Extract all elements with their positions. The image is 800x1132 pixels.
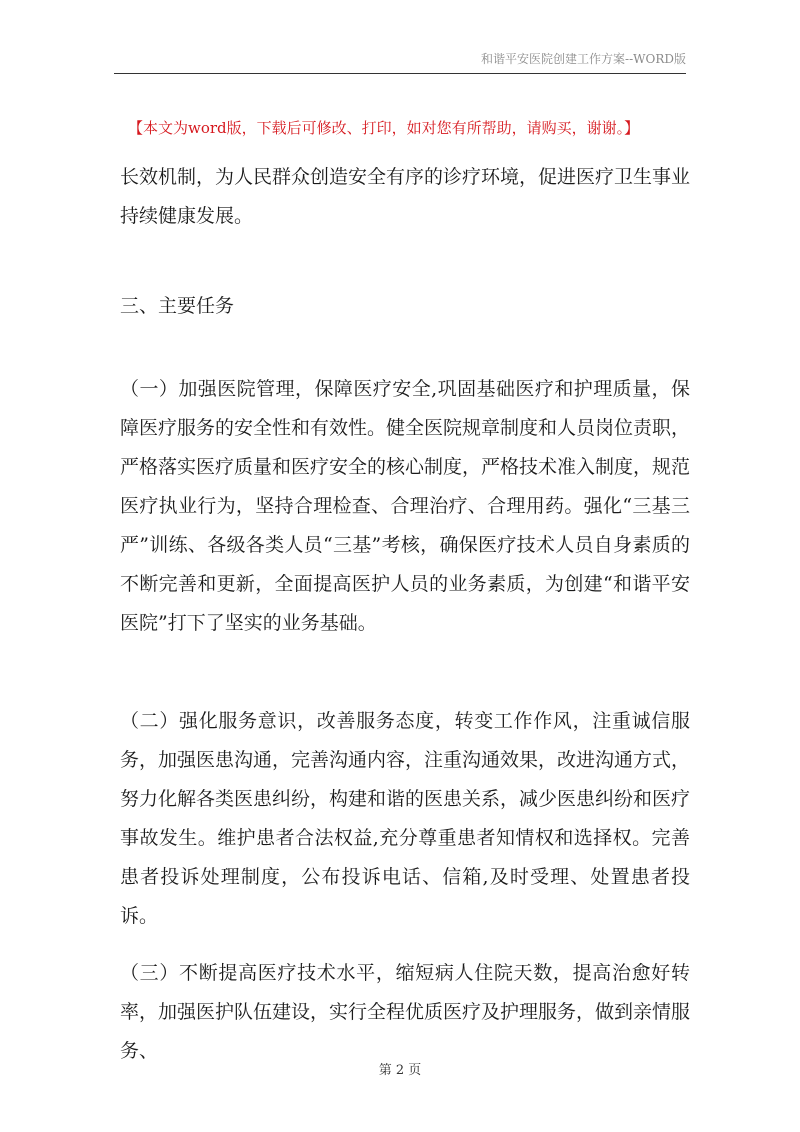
running-header: 和谐平安医院创建工作方案--WORD版 bbox=[481, 52, 686, 66]
paragraph-task-1: （一）加强医院管理，保障医疗安全,巩固基础医疗和护理质量，保障医疗服务的安全性和有效性。健全医院规章制度和人员岗位责职，严格落实医疗质量和医疗安全的核心制度，严格技术准入制度，规范医疗执业行为，坚持合理检查、合理治疗、合理用药。强化“三基三严”训练、各级各类人员“三基”考核，确保医疗技术人员自身素质的不断完善和更新，全面提高医护人员的业务素质，为创建“和谐平安医院”打下了坚实的业务基础。 bbox=[120, 378, 691, 634]
paragraph-task-3: （三）不断提高医疗技术水平，缩短病人住院天数，提高治愈好转率，加强医护队伍建设，实行全程优质医疗及护理服务，做到亲情服务、 bbox=[120, 962, 691, 1062]
download-notice: 【本文为word版，下载后可修改、打印，如对您有所帮助，请购买，谢谢。】 bbox=[128, 119, 640, 137]
paragraph-continuation: 长效机制，为人民群众创造安全有序的诊疗环境，促进医疗卫生事业持续健康发展。 bbox=[120, 166, 691, 227]
header-divider bbox=[114, 73, 686, 74]
section-heading: 三、主要任务 bbox=[120, 295, 235, 317]
paragraph-task-2: （二）强化服务意识，改善服务态度，转变工作作风，注重诚信服务，加强医患沟通，完善沟通内容，注重沟通效果，改进沟通方式，努力化解各类医患纠纷，构建和谐的医患关系，减少医患纠纷和医疗事故发生。维护患者合法权益,充分尊重患者知情权和选择权。完善患者投诉处理制度，公布投诉电话、信箱,及时受理、处置患者投诉。 bbox=[120, 710, 691, 927]
page-number: 第 2 页 bbox=[378, 1063, 422, 1078]
